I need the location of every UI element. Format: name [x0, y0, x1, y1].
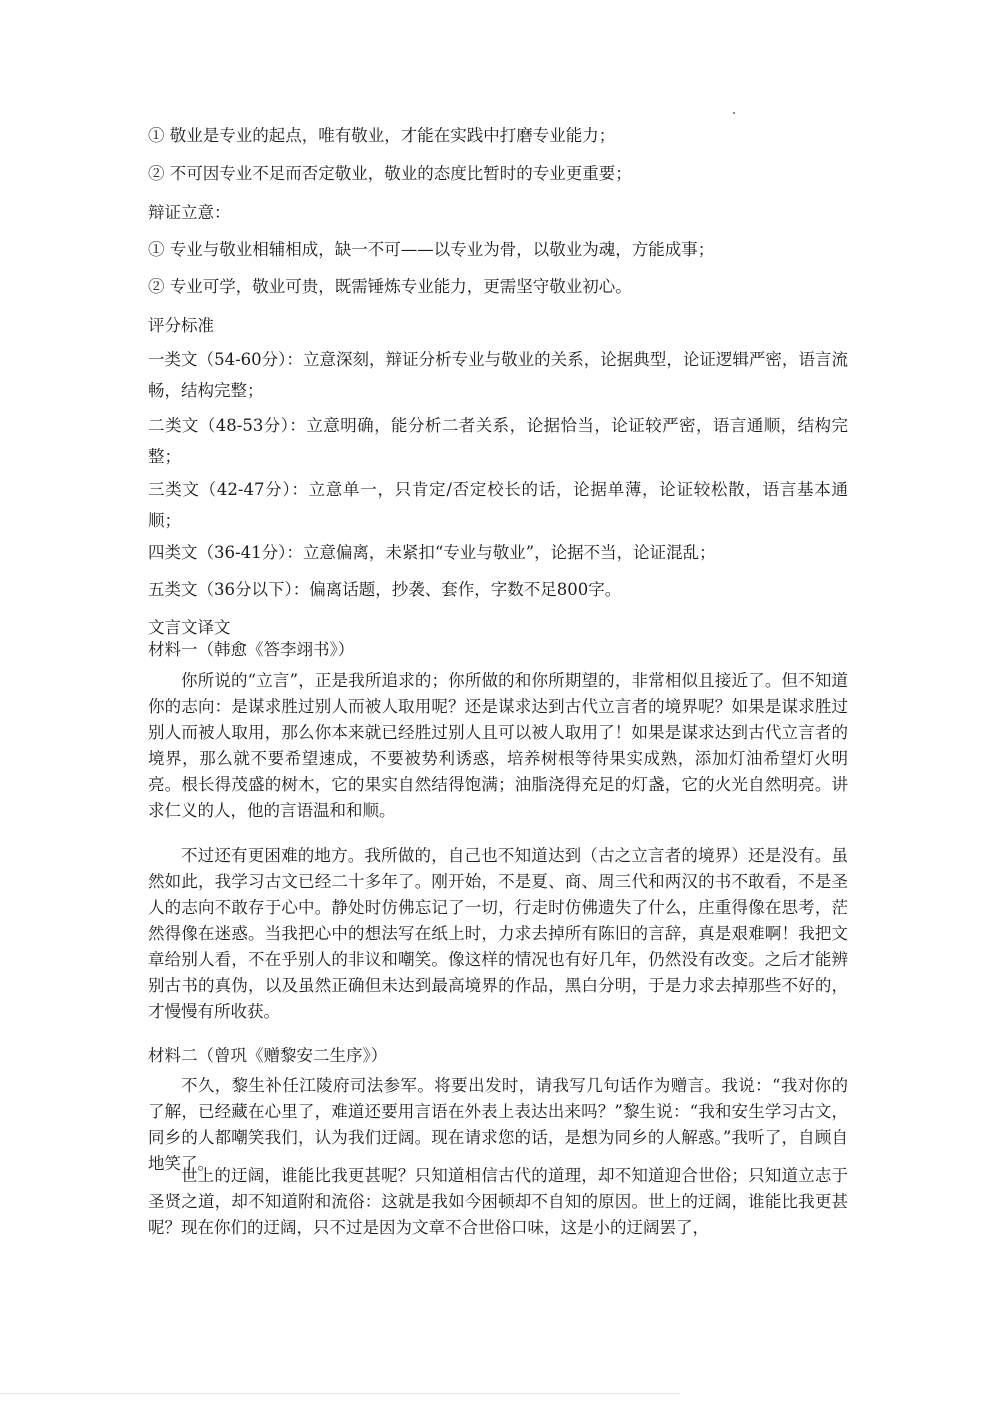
point-2: ② 不可因专业不足而否定敬业，敬业的态度比暂时的专业更重要； — [148, 164, 632, 183]
criteria-heading: 评分标准 — [148, 316, 214, 335]
translation-heading: 文言文译文 — [148, 618, 231, 637]
grade-3: 三类文（42-47分）：立意单一，只肯定/否定校长的话，论据单薄，论证较松散，语言基本通顺； — [148, 480, 848, 530]
grade-1: 一类文（54-60分）：立意深刻，辩证分析专业与敬业的关系，论据典型，论证逻辑严密，语言流畅，结构完整； — [148, 350, 848, 400]
grade-2: 二类文（48-53分）：立意明确，能分析二者关系，论据恰当，论证较严密，语言通顺，结构完整； — [148, 416, 848, 466]
grade-5: 五类文（36分以下）：偏离话题，抄袭、套作，字数不足800字。 — [148, 580, 622, 599]
grade-4: 四类文（36-41分）：立意偏离，未紧扣“专业与敬业”，论据不当，论证混乱； — [148, 543, 716, 562]
dialectic-point-1: ① 专业与敬业相辅相成，缺一不可——以专业为骨，以敬业为魂，方能成事； — [148, 240, 715, 259]
scan-edge-line — [0, 1393, 680, 1394]
material-1-paragraph-2: 不过还有更困难的地方。我所做的，自己也不知道达到（古之立言者的境界）还是没有。虽然如此，我学习古文已经二十多年了。刚开始，不是夏、商、周三代和两汉的书不敢看，不是圣人的志向不敢存于心中。静处时仿佛忘记了一切，行走时仿佛遗失了什么，庄重得像在思考，茫然得像在迷惑。当我把心中的想法写在纸上时，力求去掉所有陈旧的言辞，真是艰难啊！我把文章给别人看，不在乎别人的非议和嘲笑。像这样的情况也有好几年，仍然没有改变。之后才能辨别古书的真伪，以及虽然正确但未达到最高境界的作品，黑白分明，于是力求去掉那些不好的，才慢慢有所收获。 — [148, 846, 848, 1021]
point-1: ① 敬业是专业的起点，唯有敬业，才能在实践中打磨专业能力； — [148, 126, 616, 145]
dialectic-heading: 辩证立意： — [148, 203, 231, 222]
material-1-heading: 材料一（韩愈《答李翊书》） — [148, 640, 355, 659]
material-2-paragraph-2: 世上的迂阔，谁能比我更甚呢？只知道相信古代的道理，却不知道迎合世俗；只知道立志于圣贤之道，却不知道附和流俗：这就是我如今困顿却不自知的原因。世上的迂阔，谁能比我更甚呢？现在你们的迂阔，只不过是因为文章不合世俗口味，这是小的迂阔罢了， — [148, 1166, 848, 1237]
scan-speck — [733, 112, 735, 114]
material-1-paragraph-1: 你所说的“立言”，正是我所追求的；你所做的和你所期望的，非常相似且接近了。但不知道你的志向：是谋求胜过别人而被人取用呢？还是谋求达到古代立言者的境界呢？如果是谋求胜过别人而被人取用，那么你本来就已经胜过别人且可以被人取用了！如果是谋求达到古代立言者的境界，那么就不要希望速成，不要被势利诱惑，培养树根等待果实成熟，添加灯油希望灯火明亮。根长得茂盛的树木，它的果实自然结得饱满；油脂浇得充足的灯盏，它的火光自然明亮。讲求仁义的人，他的言语温和和顺。 — [148, 671, 848, 820]
dialectic-point-2: ② 专业可学，敬业可贵，既需锤炼专业能力，更需坚守敬业初心。 — [148, 277, 632, 296]
material-2-heading: 材料二（曾巩《赠黎安二生序》） — [148, 1046, 388, 1065]
material-2-paragraph-1: 不久，黎生补任江陵府司法参军。将要出发时，请我写几句话作为赠言。我说：“我对你的了解，已经藏在心里了，难道还要用言语在外表上表达出来吗？”黎生说：“我和安生学习古文，同乡的人都嘲笑我们，认为我们迂阔。现在请求您的话，是想为同乡的人解惑。”我听了，自顾自地笑了。 — [148, 1076, 848, 1173]
